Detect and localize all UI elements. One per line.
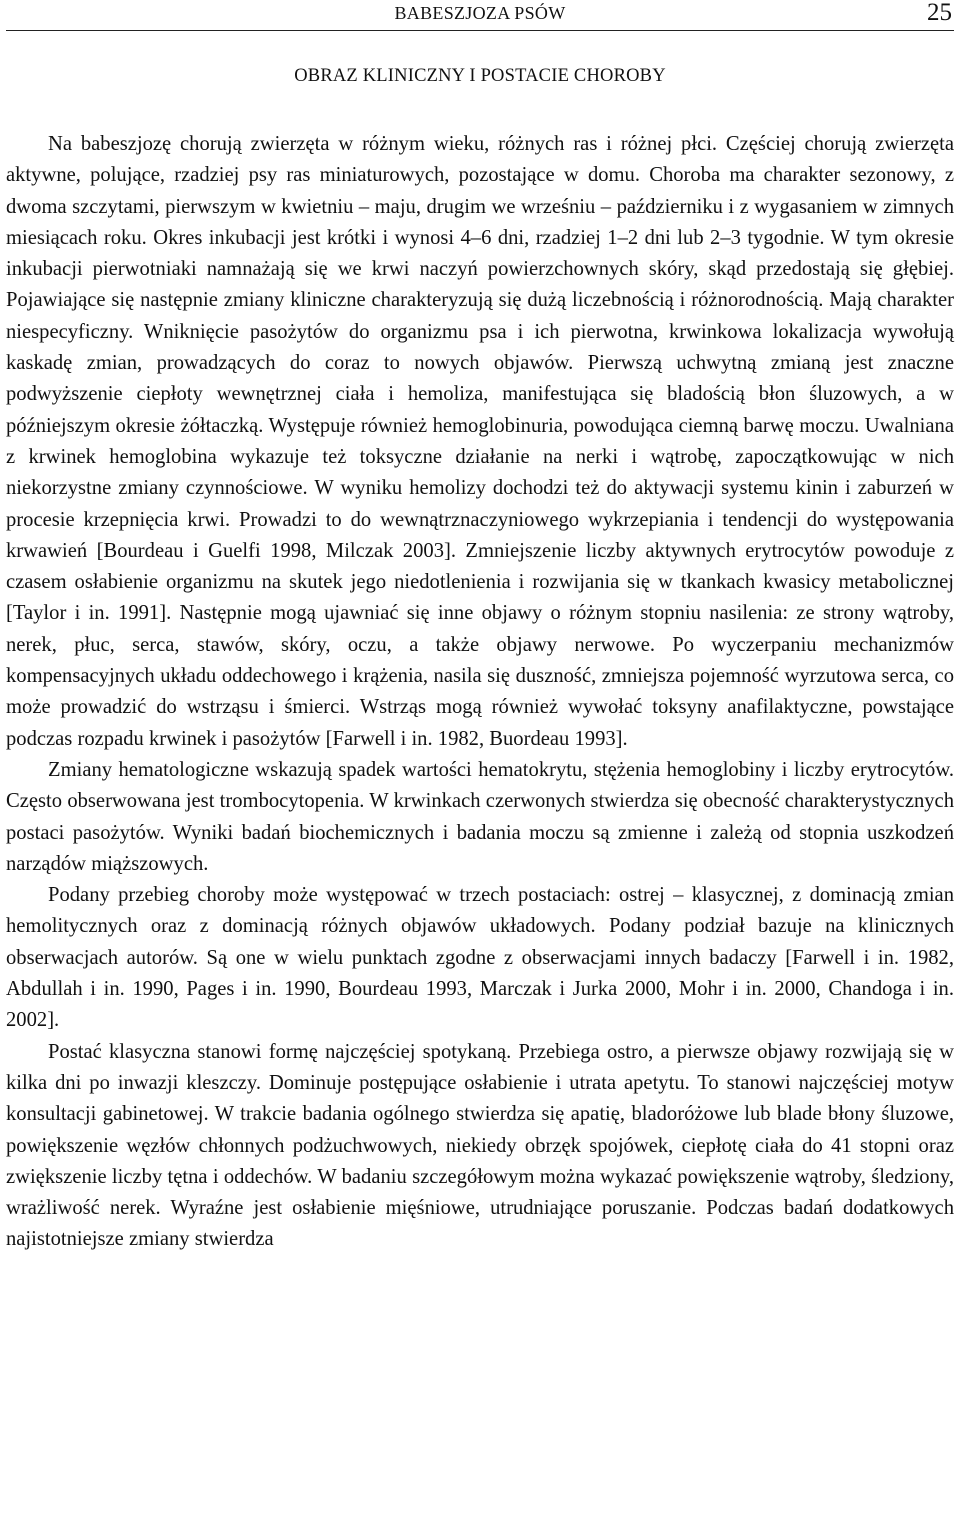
paragraph-disease-forms: Podany przebieg choroby może występować w trzech postaciach: ostrej – klasycznej, z dominacją zmian hemolitycznych oraz z dominacją różnych objawów układowych. Podany podział bazuje na klinicznych obserwacjach autorów. Są one w wielu punktach zgodne z obserwacjami innych badaczy [Farwell i in. 1982, Abdullah i in. 1990, Pages i in. 1990, Bourdeau 1993, Marczak i Jurka 2000, Mohr i in. 2000, Chandoga i in. 2002].	[6, 884, 954, 1032]
running-title: BABESZJOZA PSÓW	[394, 3, 566, 23]
paragraph-hematology: Zmiany hematologiczne wskazują spadek wartości hematokrytu, stężenia hemoglobiny i liczby erytrocytów. Często obserwowana jest trombocytopenia. W krwinkach czerwonych stwierdza się obecność charakterystycznych postaci pasożytów. Wyniki badań biochemicznych i badania moczu są zmienne i zależą od stopnia uszkodzeń narządów miąższowych.	[6, 758, 954, 875]
page-number: 25	[927, 0, 952, 26]
paragraph-clinical-picture: Na babeszjozę chorują zwierzęta w różnym wieku, różnych ras i różnej płci. Częściej chorują zwierzęta aktywne, polujące, rzadziej psy ras miniaturowych, pozostające w domu. Choroba ma charakter sezonowy, z dwoma szczytami, pierwszym w kwietniu – maju, drugim we wrześniu – październiku i z wygasaniem w zimnych miesiącach roku. Okres inkubacji jest krótki i wynosi 4–6 dni, rzadziej 1–2 dni lub 2–3 tygodnie. W tym okresie inkubacji pierwotniaki namnażają się we krwi naczyń powierzchownych skóry, skąd przedostają się głębiej. Pojawiające się następnie zmiany kliniczne charakteryzują się dużą liczebnością i różnorodnością. Mają charakter niespecyficzny. Wniknięcie pasożytów do organizmu psa i ich pierwotna, krwinkowa lokalizacja wywołują kaskadę zmian, prowadzących do coraz to nowych objawów. Pierwszą uchwytną zmianą jest znaczne podwyższenie ciepłoty wewnętrznej ciała i hemoliza, manifestująca się bladością błon śluzowych, a w późniejszym okresie żółtaczką. Występuje również hemoglobinuria, powodująca ciemną barwę moczu. Uwalniana z krwinek hemoglobina wykazuje też toksyczne działanie na nerki i wątrobę, zapoczątkowując w nich niekorzystne zmiany czynnościowe. W wyniku hemolizy dochodzi też do aktywacji systemu kinin i zaburzeń w procesie krzepnięcia krwi. Prowadzi to do wewnątrznaczyniowego wykrzepiania i tendencji do występowania krwawień [Bourdeau i Guelfi 1998, Milczak 2003]. Zmniejszenie liczby aktywnych erytrocytów powoduje z czasem osłabienie organizmu na skutek jego niedotlenienia i rozwijania się w tkankach kwasicy metabolicznej [Taylor i in. 1991]. Następnie mogą ujawniać się inne objawy o różnym stopniu nasilenia: ze strony wątroby, nerek, płuc, serca, stawów, skóry, oczu, a także objawy nerwowe. Po wyczerpaniu mechanizmów kompensacyjnych układu oddechowego i krążenia, nasila się duszność, zmniejsza pojemność wyrzutowa serca, co może prowadzić do wstrząsu i śmierci. Wstrząs mogą również wywołać toksyny anafilaktyczne, powstające podczas rozpadu krwinek i pasożytów [Farwell i in. 1982, Buordeau 1993].	[6, 133, 954, 750]
paragraph-classic-form: Postać klasyczna stanowi formę najczęściej spotykaną. Przebiega ostro, a pierwsze objawy rozwijają się w kilka dni po inwazji kleszczy. Dominuje postępujące osłabienie i utrata apetytu. To stanowi najczęściej motyw konsultacji gabinetowej. W trakcie badania ogólnego stwierdza się apatię, bladoróżowe lub blade błony śluzowe, powiększenie węzłów chłonnych podżuchwowych, niekiedy obrzęk spojówek, ciepłotę ciała do 41 stopni oraz zwiększenie liczby tętna i oddechów. W badaniu szczegółowym można wykazać powiększenie wątroby, śledziony, wrażliwość nerek. Wyraźne jest osłabienie mięśniowe, utrudniające poruszanie. Podczas badań dodatkowych najistotniejsze zmiany stwierdza	[6, 1040, 954, 1251]
body-text	[6, 129, 954, 1256]
running-header	[6, 0, 954, 31]
section-heading: OBRAZ KLINICZNY I POSTACIE CHOROBY	[294, 66, 666, 86]
